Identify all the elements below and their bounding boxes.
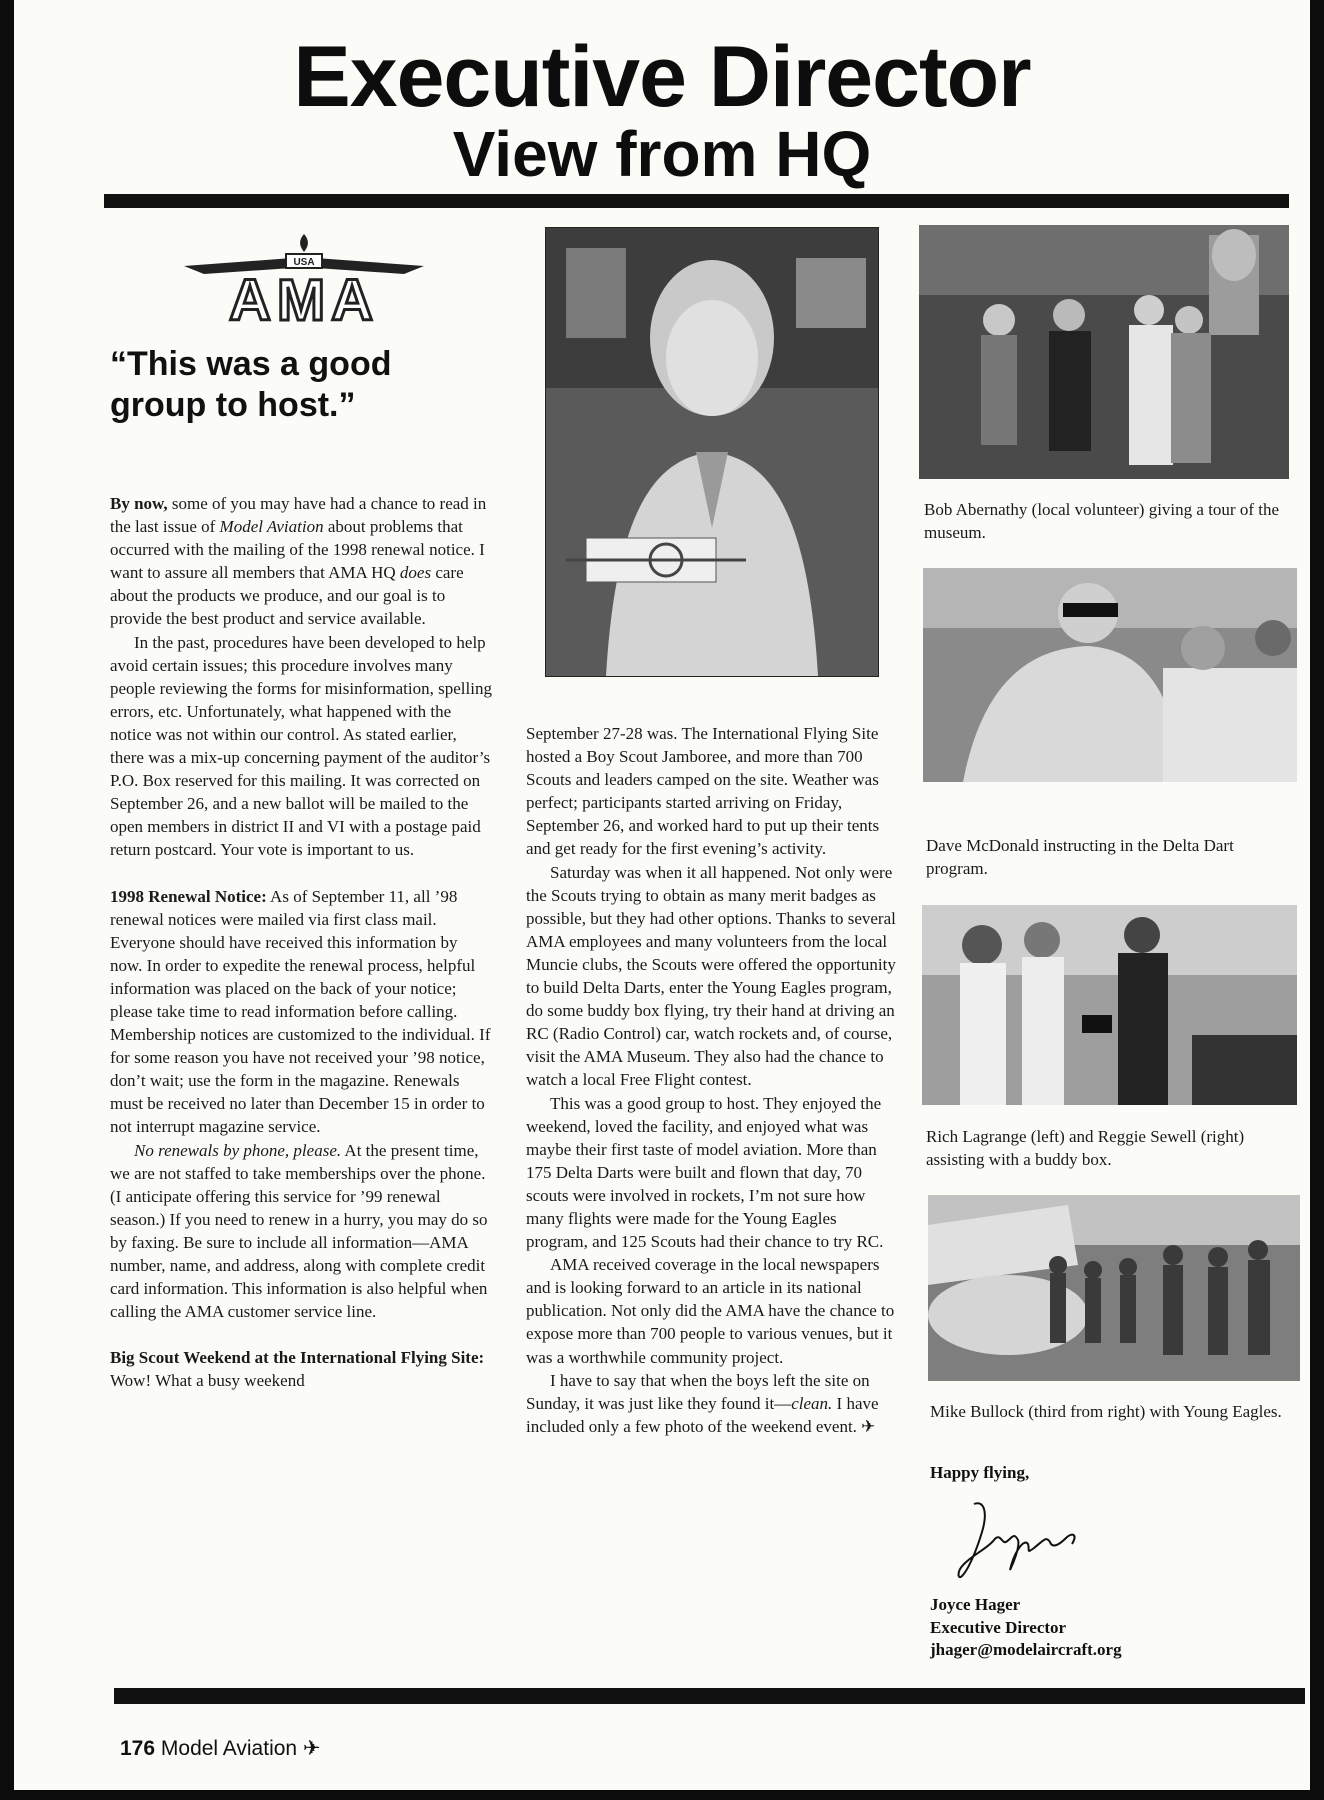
photo-museum-tour bbox=[919, 225, 1289, 479]
paragraph: By now, some of you may have had a chance to read in the last issue of Model Aviation about problems that occurred with the mailing of the 1998 renewal notice. I want to assure all members that AMA HQ does care about the products we produce, and our goal is to provide the best product and service available. bbox=[110, 494, 487, 629]
page-subtitle: View from HQ bbox=[452, 118, 872, 190]
page-title: Executive Director bbox=[293, 29, 1031, 125]
ama-logo bbox=[174, 228, 434, 332]
paragraph: September 27-28 was. The International Flying Site hosted a Boy Scout Jamboree, and more than 700 Scouts and leaders camped on the site. Weather was perfect; participants started arriving on Friday, September 26, and worked hard to put up their tents and get ready for the first evening’s activity. bbox=[526, 724, 880, 859]
photo-young-eagles bbox=[928, 1195, 1300, 1381]
paragraph: In the past, procedures have been developed to help avoid certain issues; this procedure involves many people reviewing the forms for misinformation, spelling errors, etc. Unfortunately, what happened with the notice was not within our control. As stated earlier, there was a mix-up concerning payment of the auditor’s P.O. Box reserved for this mailing. It was corrected on September 26, and a new ballot will be mailed to the open members in district II and VI with a postage paid return postcard. Your vote is important to us. bbox=[110, 632, 492, 860]
author-email: jhager@modelaircraft.org bbox=[930, 1640, 1122, 1659]
author-role: Executive Director bbox=[930, 1617, 1067, 1637]
paragraph: 1998 Renewal Notice: As of September 11, all ’98 renewal notices were mailed via first class mail. Everyone should have received this information by now. In order to expedite the renewal process, helpful information was placed on the back of your notice; please take time to read information before calling. Membership notices are customized to the individual. If for some reason you have not received your ’98 notice, don’t wait; use the form in the magazine. Renewals must be received no later than December 15 in order to not interrupt magazine service. bbox=[110, 886, 491, 1137]
paragraph: Saturday was when it all happened. Not only were the Scouts trying to obtain as many merit badges as possible, but they had other options. Thanks to several AMA employees and many volunteers from the local Muncie clubs, the Scouts were offered the opportunity to build Delta Darts, enter the Young Eagles program, do some buddy box flying, try their hand at driving an RC (Radio Control) car, watch rockets and, of course, visit the AMA Museum. They also had the chance to watch a local Free Flight contest. bbox=[526, 862, 896, 1090]
top-rule bbox=[104, 194, 1289, 208]
pull-quote: “This was a good group to host.” bbox=[110, 345, 392, 424]
page-footer bbox=[120, 1736, 321, 1761]
magazine-page bbox=[14, 0, 1310, 1790]
bottom-rule bbox=[114, 1688, 1305, 1704]
closing-line: Happy flying, bbox=[930, 1463, 1030, 1482]
photo-caption: Bob Abernathy (local volunteer) giving a tour of the museum. bbox=[924, 500, 1280, 542]
paragraph: I have to say that when the boys left the site on Sunday, it was just like they found it—clean. I have included only a few photo of the weekend event. ✈ bbox=[526, 1370, 879, 1436]
author-block bbox=[930, 1594, 1290, 1662]
svg-text:USA: USA bbox=[293, 257, 315, 268]
article-column-2 bbox=[526, 722, 902, 1438]
publication-name: Model Aviation ✈ bbox=[160, 1737, 321, 1760]
paragraph: No renewals by phone, please. At the present time, we are not staffed to take memberships over the phone. (I anticipate offering this service for ’99 renewal season.) If you need to renew in a hurry, you may do so by faxing. Be sure to include all information—AMA number, name, and address, along with complete credit card information. This information is also helpful when calling the AMA customer service line. bbox=[110, 1140, 488, 1322]
author-name: Joyce Hager bbox=[930, 1595, 1021, 1614]
photo-caption: Dave McDonald instructing in the Delta Dart program. bbox=[926, 836, 1234, 878]
svg-text:AMA: AMA bbox=[228, 268, 380, 332]
photo-joyce-hager bbox=[545, 227, 879, 677]
photo-delta-dart-instruction bbox=[923, 568, 1297, 782]
signature bbox=[954, 1492, 1094, 1582]
paragraph: Big Scout Weekend at the International Flying Site: Wow! What a busy weekend bbox=[110, 1348, 485, 1391]
paragraph: This was a good group to host. They enjoyed the weekend, loved the facility, and enjoyed what was maybe their first taste of model aviation. More than 175 Delta Darts were built and flown that day, 70 scouts were involved in rockets, I’m not sure how many flights were made for the Young Eagles program, and 125 Scouts had their chance to try RC. bbox=[526, 1093, 884, 1252]
page-number: 176 bbox=[120, 1737, 156, 1760]
paragraph: AMA received coverage in the local newspapers and is looking forward to an article in its national publication. Not only did the AMA have the chance to expose more than 700 people to various venues, but it was a worthwhile community project. bbox=[526, 1255, 895, 1367]
photo-caption: Mike Bullock (third from right) with Young Eagles. bbox=[930, 1402, 1282, 1421]
article-column-1 bbox=[110, 492, 494, 1392]
photo-buddy-box bbox=[922, 905, 1297, 1105]
photo-caption: Rich Lagrange (left) and Reggie Sewell (right) assisting with a buddy box. bbox=[926, 1127, 1245, 1169]
